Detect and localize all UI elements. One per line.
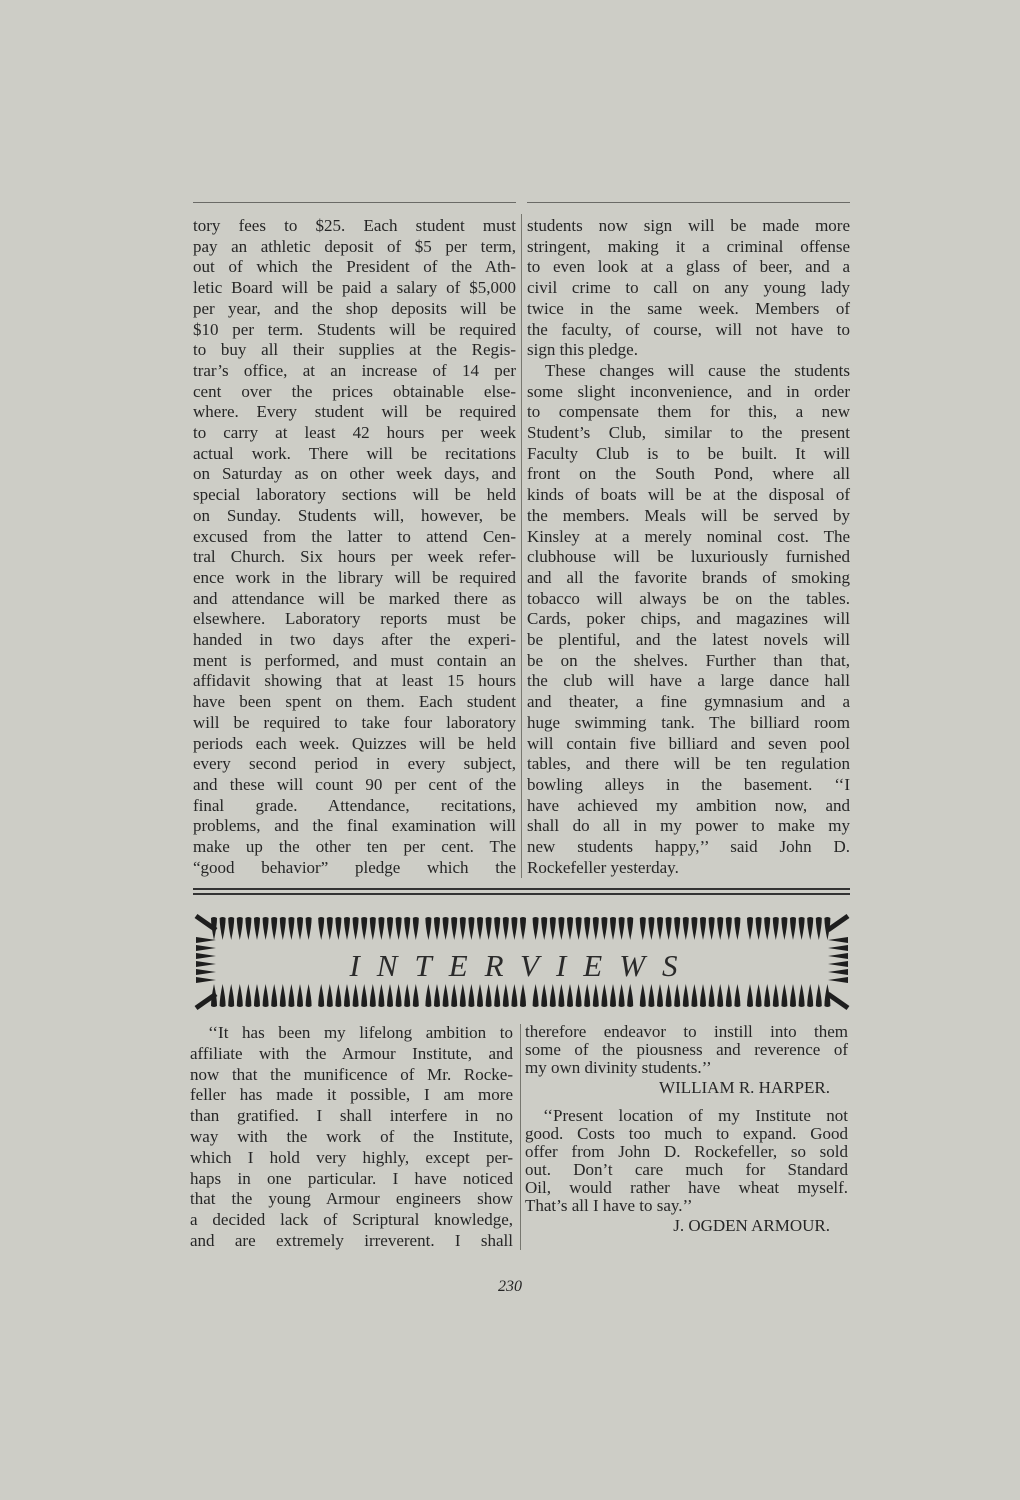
teardrop-ornament bbox=[648, 984, 654, 1007]
teardrop-ornament bbox=[425, 917, 431, 940]
teardrop-ornament bbox=[280, 984, 286, 1007]
teardrop-ornament bbox=[640, 917, 646, 940]
text-line: to buy all their supplies at the Regis- bbox=[193, 340, 516, 360]
text-line: cent over the prices obtainable else- bbox=[193, 381, 516, 401]
teardrop-ornament bbox=[541, 984, 547, 1007]
paragraph bbox=[525, 1023, 848, 1097]
text-line: haps in one particular. I have noticed bbox=[190, 1168, 513, 1188]
text-line: the members. Meals will be served by bbox=[527, 505, 850, 525]
text-line: which I hold very highly, except per- bbox=[190, 1147, 513, 1167]
teardrop-ornament bbox=[601, 917, 607, 940]
text-line: and theater, a fine gymnasium and a bbox=[527, 692, 850, 712]
text-line: ence work in the library will be required bbox=[193, 567, 516, 587]
text-line: bowling alleys in the basement. ‘‘I bbox=[527, 774, 850, 794]
text-line: clubhouse will be luxuriously furnished bbox=[527, 547, 850, 567]
text-line: Kinsley at a merely nominal cost. The bbox=[527, 526, 850, 546]
teardrop-ornament bbox=[228, 917, 234, 940]
teardrop-ornament bbox=[799, 984, 805, 1007]
teardrop-ornament bbox=[747, 984, 753, 1007]
teardrop-ornament bbox=[404, 917, 410, 940]
text-line: pay an athletic deposit of $5 per term, bbox=[193, 236, 516, 256]
teardrop-ornament bbox=[520, 984, 526, 1007]
text-line: tory fees to $25. Each student must bbox=[193, 216, 516, 235]
teardrop-ornament bbox=[520, 917, 526, 940]
teardrop-ornament bbox=[280, 917, 286, 940]
teardrop-ornament bbox=[335, 984, 341, 1007]
teardrop-ornament bbox=[627, 984, 633, 1007]
teardrop-ornament bbox=[511, 917, 517, 940]
teardrop-ornament bbox=[503, 917, 509, 940]
text-line: sign this pledge. bbox=[527, 340, 638, 360]
text-line: my own divinity students.’’ bbox=[525, 1058, 712, 1077]
teardrop-ornament bbox=[477, 917, 483, 940]
teardrop-ornament bbox=[443, 917, 449, 940]
column-divider-bottom bbox=[520, 1024, 521, 1250]
teardrop-ornament bbox=[511, 984, 517, 1007]
teardrop-ornament bbox=[666, 917, 672, 940]
teardrop-ornament bbox=[558, 917, 564, 940]
text-line: and attendance will be marked there as bbox=[193, 588, 516, 608]
text-line: final grade. Attendance, recitations, bbox=[193, 795, 516, 815]
teardrop-ornament bbox=[486, 984, 492, 1007]
text-line: good. Costs too much to expand. Good bbox=[525, 1124, 848, 1143]
teardrop-ornament bbox=[700, 984, 706, 1007]
teardrop-ornament bbox=[434, 917, 440, 940]
teardrop-ornament bbox=[396, 917, 402, 940]
text-line: to compensate them for this, a new bbox=[527, 402, 850, 422]
teardrop-ornament bbox=[396, 984, 402, 1007]
section-double-rule-thin bbox=[193, 893, 850, 895]
teardrop-ornament bbox=[263, 984, 269, 1007]
teardrop-ornament bbox=[361, 984, 367, 1007]
text-line: have achieved my ambition now, and bbox=[527, 795, 850, 815]
text-line: and are extremely irreverent. I shall bbox=[190, 1230, 513, 1250]
interviews-right-column bbox=[525, 1023, 848, 1235]
teardrop-ornament bbox=[683, 984, 689, 1007]
teardrop-ornament bbox=[790, 917, 796, 940]
text-line: and these will count 90 per cent of the bbox=[193, 774, 516, 794]
signature: WILLIAM R. HARPER. bbox=[659, 1078, 830, 1097]
teardrop-ornament bbox=[533, 984, 539, 1007]
teardrop-ornament bbox=[619, 984, 625, 1007]
text-line: and all the favorite brands of smoking bbox=[527, 567, 850, 587]
teardrop-ornament bbox=[640, 984, 646, 1007]
paragraph bbox=[527, 361, 850, 879]
text-line: Oil, would rather have wheat myself. bbox=[525, 1178, 848, 1197]
teardrop-ornament bbox=[790, 984, 796, 1007]
corner-ornament bbox=[828, 994, 848, 1008]
teardrop-ornament bbox=[245, 917, 251, 940]
top-rule-right bbox=[527, 202, 850, 203]
teardrop-ornament bbox=[327, 984, 333, 1007]
text-line: some slight inconvenience, and in order bbox=[527, 381, 850, 401]
text-line: stringent, making it a criminal offense bbox=[527, 236, 850, 256]
text-line: civil crime to call on any young lady bbox=[527, 278, 850, 298]
text-line: Cards, poker chips, and magazines will bbox=[527, 609, 850, 629]
teardrop-ornament bbox=[468, 917, 474, 940]
paragraph bbox=[193, 216, 516, 879]
text-line: Faculty Club is to be built. It will bbox=[527, 443, 850, 463]
teardrop-ornament bbox=[387, 984, 393, 1007]
teardrop-ornament bbox=[254, 917, 260, 940]
text-line: than gratified. I shall interfere in no bbox=[190, 1106, 513, 1126]
teardrop-ornament bbox=[816, 917, 822, 940]
teardrop-ornament bbox=[460, 984, 466, 1007]
text-line: have been spent on them. Each student bbox=[193, 692, 516, 712]
section-title: INTERVIEWS bbox=[349, 948, 695, 983]
teardrop-ornament bbox=[228, 984, 234, 1007]
teardrop-ornament bbox=[781, 917, 787, 940]
teardrop-ornament bbox=[344, 984, 350, 1007]
teardrop-ornament bbox=[494, 984, 500, 1007]
teardrop-ornament bbox=[237, 984, 243, 1007]
text-line: elsewhere. Laboratory reports must be bbox=[193, 609, 516, 629]
teardrop-ornament bbox=[353, 917, 359, 940]
top-rule-left bbox=[193, 202, 516, 203]
text-line: to carry at least 42 hours per week bbox=[193, 423, 516, 443]
teardrop-ornament bbox=[254, 984, 260, 1007]
text-line: that the young Armour engineers show bbox=[190, 1189, 513, 1209]
teardrop-ornament bbox=[550, 917, 556, 940]
teardrop-ornament bbox=[593, 917, 599, 940]
top-left-column bbox=[193, 216, 516, 879]
teardrop-ornament bbox=[344, 917, 350, 940]
text-line: periods each week. Quizzes will be held bbox=[193, 733, 516, 753]
teardrop-ornament bbox=[709, 917, 715, 940]
section-double-rule bbox=[193, 888, 850, 890]
text-line: way with the work of the Institute, bbox=[190, 1126, 513, 1146]
teardrop-ornament bbox=[335, 917, 341, 940]
text-line: huge swimming tank. The billiard room bbox=[527, 712, 850, 732]
teardrop-ornament bbox=[747, 917, 753, 940]
side-ornament bbox=[196, 937, 216, 943]
teardrop-ornament bbox=[674, 917, 680, 940]
teardrop-ornament bbox=[584, 917, 590, 940]
teardrop-ornament bbox=[443, 984, 449, 1007]
teardrop-ornament bbox=[245, 984, 251, 1007]
teardrop-ornament bbox=[734, 917, 740, 940]
text-line: shall do all in my power to make my bbox=[527, 816, 850, 836]
teardrop-ornament bbox=[271, 917, 277, 940]
paragraph bbox=[527, 216, 850, 361]
teardrop-ornament bbox=[327, 917, 333, 940]
teardrop-ornament bbox=[576, 917, 582, 940]
teardrop-ornament bbox=[460, 917, 466, 940]
text-line: per year, and the shop deposits will be bbox=[193, 298, 516, 318]
teardrop-ornament bbox=[353, 984, 359, 1007]
teardrop-ornament bbox=[567, 984, 573, 1007]
teardrop-ornament bbox=[726, 917, 732, 940]
teardrop-ornament bbox=[691, 984, 697, 1007]
teardrop-ornament bbox=[657, 917, 663, 940]
paragraph bbox=[525, 1107, 848, 1235]
signature: J. OGDEN ARMOUR. bbox=[673, 1216, 830, 1235]
teardrop-ornament bbox=[700, 917, 706, 940]
text-line: some of the piousness and reverence of bbox=[525, 1040, 848, 1059]
teardrop-ornament bbox=[477, 984, 483, 1007]
text-line: be on the shelves. Further than that, bbox=[527, 650, 850, 670]
text-line: the faculty, of course, will not have to bbox=[527, 319, 850, 339]
interviews-left-column bbox=[190, 1023, 513, 1252]
text-line: special laboratory sections will be held bbox=[193, 485, 516, 505]
text-line: to even look at a glass of beer, and a bbox=[527, 257, 850, 277]
text-line: ‘‘It has been my lifelong ambition to bbox=[208, 1023, 513, 1042]
teardrop-ornament bbox=[567, 917, 573, 940]
teardrop-ornament bbox=[674, 984, 680, 1007]
teardrop-ornament bbox=[584, 984, 590, 1007]
teardrop-ornament bbox=[413, 984, 419, 1007]
text-line: make up the other ten per cent. The bbox=[193, 837, 516, 857]
teardrop-ornament bbox=[610, 917, 616, 940]
teardrop-ornament bbox=[306, 984, 312, 1007]
teardrop-ornament bbox=[220, 984, 226, 1007]
text-line: affidavit showing that at least 15 hours bbox=[193, 671, 516, 691]
text-line: tobacco will always be on the tables. bbox=[527, 588, 850, 608]
teardrop-ornament bbox=[404, 984, 410, 1007]
teardrop-ornament bbox=[237, 917, 243, 940]
text-line: front on the South Pond, where all bbox=[527, 464, 850, 484]
teardrop-ornament bbox=[799, 917, 805, 940]
text-line: on Sunday. Students will, however, be bbox=[193, 505, 516, 525]
page-number: 230 bbox=[498, 1278, 522, 1295]
teardrop-ornament bbox=[297, 984, 303, 1007]
text-line: now that the munificence of Mr. Rocke- bbox=[190, 1064, 513, 1084]
text-line: Rockefeller yesterday. bbox=[527, 857, 679, 877]
teardrop-ornament bbox=[610, 984, 616, 1007]
teardrop-ornament bbox=[271, 984, 277, 1007]
teardrop-ornament bbox=[288, 984, 294, 1007]
teardrop-ornament bbox=[550, 984, 556, 1007]
text-line: students now sign will be made more bbox=[527, 216, 850, 235]
teardrop-ornament bbox=[434, 984, 440, 1007]
teardrop-ornament bbox=[387, 917, 393, 940]
teardrop-ornament bbox=[619, 917, 625, 940]
teardrop-ornament bbox=[683, 917, 689, 940]
text-line: where. Every student will be required bbox=[193, 402, 516, 422]
text-line: affiliate with the Armour Institute, and bbox=[190, 1043, 513, 1063]
teardrop-ornament bbox=[576, 984, 582, 1007]
teardrop-ornament bbox=[717, 917, 723, 940]
teardrop-ornament bbox=[378, 984, 384, 1007]
teardrop-ornament bbox=[425, 984, 431, 1007]
text-line: $10 per term. Students will be required bbox=[193, 319, 516, 339]
top-right-column bbox=[527, 216, 850, 879]
teardrop-ornament bbox=[764, 917, 770, 940]
teardrop-ornament bbox=[318, 984, 324, 1007]
teardrop-ornament bbox=[773, 917, 779, 940]
teardrop-ornament bbox=[533, 917, 539, 940]
teardrop-ornament bbox=[306, 917, 312, 940]
text-line: kinds of boats will be at the disposal of bbox=[527, 485, 850, 505]
corner-ornament bbox=[828, 916, 848, 930]
teardrop-ornament bbox=[558, 984, 564, 1007]
text-line: Student’s Club, similar to the present bbox=[527, 423, 850, 443]
teardrop-ornament bbox=[816, 984, 822, 1007]
text-line: actual work. There will be recitations bbox=[193, 443, 516, 463]
text-line: tral Church. Six hours per week refer- bbox=[193, 547, 516, 567]
teardrop-ornament bbox=[263, 917, 269, 940]
teardrop-ornament bbox=[734, 984, 740, 1007]
teardrop-ornament bbox=[691, 917, 697, 940]
text-line: will be required to take four laboratory bbox=[193, 712, 516, 732]
teardrop-ornament bbox=[657, 984, 663, 1007]
text-line: feller has made it possible, I am more bbox=[190, 1085, 513, 1105]
teardrop-ornament bbox=[756, 984, 762, 1007]
teardrop-ornament bbox=[297, 917, 303, 940]
teardrop-ornament bbox=[451, 984, 457, 1007]
teardrop-ornament bbox=[370, 984, 376, 1007]
side-ornament bbox=[828, 937, 848, 943]
teardrop-ornament bbox=[807, 984, 813, 1007]
text-line: ment is performed, and must contain an bbox=[193, 650, 516, 670]
teardrop-ornament bbox=[541, 917, 547, 940]
teardrop-ornament bbox=[486, 917, 492, 940]
text-line: That’s all I have to say.’’ bbox=[525, 1196, 693, 1215]
teardrop-ornament bbox=[593, 984, 599, 1007]
teardrop-ornament bbox=[413, 917, 419, 940]
teardrop-ornament bbox=[451, 917, 457, 940]
teardrop-ornament bbox=[378, 917, 384, 940]
text-line: be plentiful, and the latest novels will bbox=[527, 630, 850, 650]
text-line: offer from John D. Rockefeller, so sold bbox=[525, 1142, 848, 1161]
teardrop-ornament bbox=[756, 917, 762, 940]
text-line: letic Board will be paid a salary of $5,000 bbox=[193, 278, 516, 298]
teardrop-ornament bbox=[494, 917, 500, 940]
teardrop-ornament bbox=[781, 984, 787, 1007]
interviews-banner bbox=[192, 912, 852, 1012]
teardrop-ornament bbox=[709, 984, 715, 1007]
text-line: ‘‘Present location of my Institute not bbox=[543, 1106, 848, 1125]
text-line: new students happy,’’ said John D. bbox=[527, 837, 850, 857]
paragraph bbox=[190, 1023, 513, 1252]
teardrop-ornament bbox=[503, 984, 509, 1007]
text-line: trar’s office, at an increase of 14 per bbox=[193, 360, 516, 380]
text-line: out. Don’t care much for Standard bbox=[525, 1160, 848, 1179]
text-line: out of which the President of the Ath- bbox=[193, 257, 516, 277]
text-line: twice in the same week. Members of bbox=[527, 298, 850, 318]
text-line: on Saturday as on other week days, and bbox=[193, 464, 516, 484]
teardrop-ornament bbox=[648, 917, 654, 940]
teardrop-ornament bbox=[627, 917, 633, 940]
text-line: handed in two days after the experi- bbox=[193, 630, 516, 650]
text-line: therefore endeavor to instill into them bbox=[525, 1022, 848, 1041]
text-line: These changes will cause the students bbox=[545, 360, 850, 380]
teardrop-ornament bbox=[288, 917, 294, 940]
teardrop-ornament bbox=[601, 984, 607, 1007]
teardrop-ornament bbox=[370, 917, 376, 940]
teardrop-ornament bbox=[773, 984, 779, 1007]
teardrop-ornament bbox=[764, 984, 770, 1007]
teardrop-ornament bbox=[361, 917, 367, 940]
column-divider-top bbox=[521, 214, 522, 878]
teardrop-ornament bbox=[468, 984, 474, 1007]
teardrop-ornament bbox=[717, 984, 723, 1007]
text-line: “good behavior” pledge which the bbox=[193, 857, 516, 877]
teardrop-ornament bbox=[318, 917, 324, 940]
teardrop-ornament bbox=[726, 984, 732, 1007]
teardrop-ornament bbox=[666, 984, 672, 1007]
text-line: a decided lack of Scriptural knowledge, bbox=[190, 1210, 513, 1230]
teardrop-ornament bbox=[807, 917, 813, 940]
text-line: excused from the latter to attend Cen- bbox=[193, 526, 516, 546]
text-line: every second period in every subject, bbox=[193, 754, 516, 774]
text-line: tables, and there will be ten regulation bbox=[527, 754, 850, 774]
text-line: the club will have a large dance hall bbox=[527, 671, 850, 691]
teardrop-ornament bbox=[220, 917, 226, 940]
text-line: will contain five billiard and seven pool bbox=[527, 733, 850, 753]
text-line: problems, and the final examination will bbox=[193, 816, 516, 836]
